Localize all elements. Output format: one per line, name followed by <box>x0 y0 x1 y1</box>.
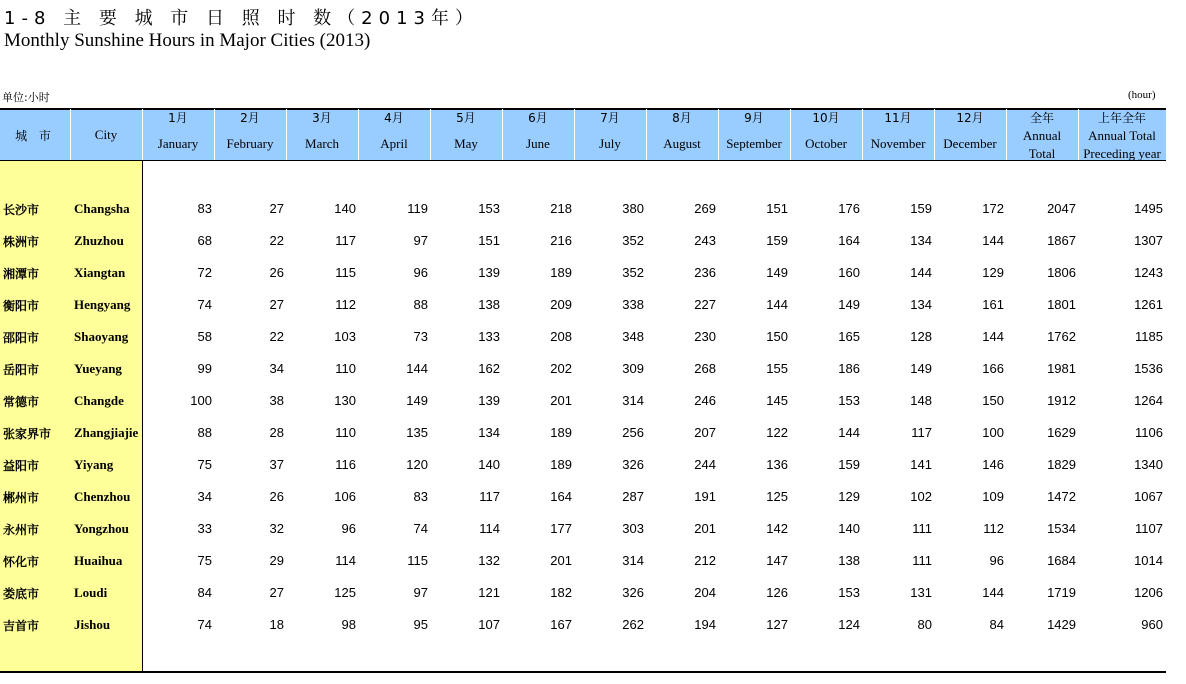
header-month-english: March <box>305 136 339 151</box>
table-row <box>0 617 1166 649</box>
table-cell-value: 110 <box>335 425 356 440</box>
header-month-english: June <box>526 136 550 151</box>
table-cell-value: 1719 <box>1047 585 1076 600</box>
header-month-english: November <box>870 136 926 151</box>
header-month <box>214 109 286 160</box>
header-annual-total <box>1006 109 1078 160</box>
table-cell-value: 1536 <box>1134 361 1163 376</box>
city-name-english: Zhangjiajie <box>74 425 139 440</box>
table-cell-value: 1107 <box>1135 521 1163 536</box>
city-name-chinese: 永州市 <box>3 523 40 537</box>
table-cell-value: 112 <box>983 521 1004 536</box>
header-month-english: February <box>226 136 274 151</box>
header-month-chinese: 10月 <box>812 111 840 125</box>
table-cell-value: 27 <box>269 297 284 312</box>
table-cell-value: 380 <box>622 201 644 216</box>
table-cell-value: 153 <box>478 201 500 216</box>
table-cell-value: 74 <box>197 297 212 312</box>
table-cell-value: 32 <box>269 521 284 536</box>
header-month-chinese: 11月 <box>884 111 912 125</box>
table-row <box>0 233 1166 265</box>
table-cell-value: 159 <box>910 201 932 216</box>
table-cell-value: 1629 <box>1047 425 1076 440</box>
header-month <box>430 109 502 160</box>
table-cell-value: 38 <box>269 393 284 408</box>
table-cell-value: 26 <box>269 265 284 280</box>
table-cell-value: 129 <box>982 265 1004 280</box>
table-cell-value: 243 <box>694 233 716 248</box>
table-cell-value: 189 <box>550 265 572 280</box>
table-cell-value: 88 <box>197 425 212 440</box>
city-name-english: Yiyang <box>74 457 114 472</box>
header-month <box>718 109 790 160</box>
city-name-chinese: 衡阳市 <box>3 299 40 313</box>
city-name-chinese: 张家界市 <box>3 427 52 441</box>
header-month <box>286 109 358 160</box>
table-cell-value: 1684 <box>1047 553 1076 568</box>
table-cell-value: 98 <box>341 617 356 632</box>
table-cell-value: 83 <box>413 489 428 504</box>
table-cell-value: 27 <box>269 201 284 216</box>
header-month-chinese: 7月 <box>600 111 620 125</box>
table-cell-value: 352 <box>622 233 644 248</box>
table-cell-value: 112 <box>335 297 356 312</box>
table-cell-value: 227 <box>694 297 716 312</box>
table-row <box>0 329 1166 361</box>
table-cell-value: 27 <box>269 585 284 600</box>
table-cell-value: 149 <box>406 393 428 408</box>
table-cell-value: 1762 <box>1047 329 1076 344</box>
city-name-chinese: 长沙市 <box>3 203 40 217</box>
table-cell-value: 146 <box>982 457 1004 472</box>
header-month-english: October <box>805 136 847 151</box>
table-cell-value: 34 <box>197 489 212 504</box>
header-preceding-english-line2: Preceding year <box>1083 146 1161 161</box>
table-cell-value: 338 <box>622 297 644 312</box>
table-cell-value: 1534 <box>1047 521 1076 536</box>
table-cell-value: 74 <box>413 521 428 536</box>
header-month-chinese: 9月 <box>744 111 764 125</box>
table-cell-value: 1307 <box>1134 233 1163 248</box>
table-cell-value: 88 <box>413 297 428 312</box>
header-month-english: January <box>157 136 199 151</box>
unit-label-english: (hour) <box>1128 89 1156 101</box>
city-name-chinese: 益阳市 <box>3 459 40 473</box>
table-cell-value: 230 <box>694 329 716 344</box>
table-cell-value: 141 <box>910 457 932 472</box>
table-header-rule <box>0 160 1166 161</box>
table-cell-value: 119 <box>407 201 428 216</box>
table-cell-value: 2047 <box>1047 201 1076 216</box>
header-month <box>934 109 1006 160</box>
header-city-chinese: 城 市 <box>15 129 55 143</box>
table-cell-value: 144 <box>766 297 788 312</box>
table-cell-value: 201 <box>694 521 716 536</box>
header-column-separator <box>70 109 71 160</box>
header-month <box>646 109 718 160</box>
header-month-english: September <box>726 136 782 151</box>
table-cell-value: 106 <box>334 489 356 504</box>
table-cell-value: 326 <box>622 585 644 600</box>
table-cell-value: 1106 <box>1135 425 1163 440</box>
table-cell-value: 22 <box>269 329 284 344</box>
city-name-chinese: 娄底市 <box>3 587 40 601</box>
table-cell-value: 155 <box>766 361 788 376</box>
table-cell-value: 149 <box>838 297 860 312</box>
table-cell-value: 128 <box>910 329 932 344</box>
table-cell-value: 960 <box>1141 617 1163 632</box>
header-month-english: May <box>454 136 478 151</box>
table-cell-value: 148 <box>910 393 932 408</box>
table-cell-value: 182 <box>550 585 572 600</box>
table-cell-value: 164 <box>550 489 572 504</box>
table-cell-value: 115 <box>335 265 356 280</box>
city-name-english: Huaihua <box>74 553 123 568</box>
table-row <box>0 265 1166 297</box>
table-cell-value: 194 <box>694 617 716 632</box>
table-cell-value: 207 <box>694 425 716 440</box>
table-row <box>0 521 1166 553</box>
table-cell-value: 140 <box>838 521 860 536</box>
header-month-chinese: 12月 <box>956 111 984 125</box>
table-cell-value: 103 <box>334 329 356 344</box>
table-cell-value: 97 <box>413 585 428 600</box>
table-cell-value: 22 <box>269 233 284 248</box>
table-cell-value: 139 <box>478 265 500 280</box>
table-cell-value: 96 <box>413 265 428 280</box>
table-cell-value: 204 <box>694 585 716 600</box>
table-cell-value: 117 <box>911 425 932 440</box>
table-cell-value: 18 <box>269 617 284 632</box>
city-name-english: Loudi <box>74 585 108 600</box>
table-cell-value: 201 <box>550 393 572 408</box>
city-name-chinese: 株洲市 <box>3 235 40 249</box>
header-month-chinese: 8月 <box>672 111 692 125</box>
table-cell-value: 246 <box>694 393 716 408</box>
city-name-chinese: 湘潭市 <box>3 267 40 281</box>
header-month <box>502 109 574 160</box>
table-cell-value: 140 <box>334 201 356 216</box>
table-cell-value: 116 <box>335 457 356 472</box>
table-row <box>0 425 1166 457</box>
table-cell-value: 1495 <box>1134 201 1163 216</box>
table-cell-value: 109 <box>982 489 1004 504</box>
page-title-english: Monthly Sunshine Hours in Major Cities (2013) <box>4 30 371 51</box>
table-cell-value: 133 <box>478 329 500 344</box>
table-cell-value: 80 <box>917 617 932 632</box>
table-cell-value: 84 <box>197 585 212 600</box>
table-cell-value: 167 <box>550 617 572 632</box>
table-cell-value: 348 <box>622 329 644 344</box>
table-cell-value: 33 <box>197 521 212 536</box>
table-cell-value: 37 <box>269 457 284 472</box>
table-cell-value: 1801 <box>1047 297 1076 312</box>
table-cell-value: 138 <box>478 297 500 312</box>
header-city-english: City <box>94 127 118 142</box>
table-cell-value: 1829 <box>1047 457 1076 472</box>
table-cell-value: 208 <box>550 329 572 344</box>
table-cell-value: 212 <box>694 553 716 568</box>
table-cell-value: 1806 <box>1047 265 1076 280</box>
table-cell-value: 262 <box>622 617 644 632</box>
table-cell-value: 95 <box>413 617 428 632</box>
table-cell-value: 114 <box>479 521 500 536</box>
table-cell-value: 73 <box>413 329 428 344</box>
table-cell-value: 125 <box>334 585 356 600</box>
table-cell-value: 1185 <box>1135 329 1163 344</box>
table-cell-value: 145 <box>766 393 788 408</box>
header-month <box>358 109 430 160</box>
city-name-english: Shaoyang <box>74 329 129 344</box>
header-month-chinese: 1月 <box>168 111 188 125</box>
table-cell-value: 134 <box>478 425 500 440</box>
header-month-chinese: 2月 <box>240 111 260 125</box>
table-cell-value: 28 <box>269 425 284 440</box>
table-cell-value: 68 <box>197 233 212 248</box>
table-cell-value: 111 <box>912 521 932 536</box>
table-cell-value: 165 <box>838 329 860 344</box>
table-row <box>0 201 1166 233</box>
header-month-english: April <box>380 136 408 151</box>
header-month-chinese: 3月 <box>312 111 332 125</box>
table-cell-value: 136 <box>766 457 788 472</box>
table-cell-value: 209 <box>550 297 572 312</box>
table-cell-value: 269 <box>694 201 716 216</box>
table-cell-value: 153 <box>838 585 860 600</box>
table-cell-value: 326 <box>622 457 644 472</box>
table-cell-value: 202 <box>550 361 572 376</box>
table-cell-value: 139 <box>478 393 500 408</box>
city-name-chinese: 怀化市 <box>3 555 40 569</box>
city-name-chinese: 岳阳市 <box>3 363 40 377</box>
table-cell-value: 142 <box>766 521 788 536</box>
header-month-chinese: 6月 <box>528 111 548 125</box>
table-cell-value: 176 <box>838 201 860 216</box>
table-cell-value: 74 <box>197 617 212 632</box>
table-cell-value: 161 <box>982 297 1004 312</box>
table-cell-value: 186 <box>838 361 860 376</box>
page-title-chinese: 1-8 主 要 城 市 日 照 时 数（2013年） <box>4 8 479 29</box>
table-cell-value: 314 <box>622 393 644 408</box>
table-cell-value: 117 <box>479 489 500 504</box>
table-row <box>0 393 1166 425</box>
header-annual-english-line1: Annual <box>1022 128 1062 143</box>
table-cell-value: 159 <box>838 457 860 472</box>
table-cell-value: 110 <box>335 361 356 376</box>
table-cell-value: 100 <box>190 393 212 408</box>
table-cell-value: 144 <box>406 361 428 376</box>
city-name-english: Yongzhou <box>74 521 129 536</box>
table-cell-value: 129 <box>838 489 860 504</box>
city-name-english: Xiangtan <box>74 265 126 280</box>
table-cell-value: 111 <box>912 553 932 568</box>
table-cell-value: 309 <box>622 361 644 376</box>
table-cell-value: 162 <box>478 361 500 376</box>
table-cell-value: 96 <box>989 553 1004 568</box>
table-cell-value: 216 <box>550 233 572 248</box>
table-cell-value: 244 <box>694 457 716 472</box>
table-cell-value: 96 <box>341 521 356 536</box>
header-month-english: December <box>943 136 997 151</box>
header-preceding-english-line1: Annual Total <box>1088 128 1156 143</box>
header-annual-chinese: 全年 <box>1029 111 1054 125</box>
city-name-chinese: 吉首市 <box>3 619 40 633</box>
table-cell-value: 191 <box>694 489 716 504</box>
table-cell-value: 72 <box>197 265 212 280</box>
table-cell-value: 268 <box>694 361 716 376</box>
table-row <box>0 553 1166 585</box>
table-cell-value: 166 <box>982 361 1004 376</box>
table-cell-value: 107 <box>478 617 500 632</box>
table-cell-value: 314 <box>622 553 644 568</box>
table-cell-value: 150 <box>766 329 788 344</box>
header-month-chinese: 4月 <box>384 111 404 125</box>
table-cell-value: 100 <box>982 425 1004 440</box>
table-row <box>0 297 1166 329</box>
table-cell-value: 189 <box>550 457 572 472</box>
table-cell-value: 147 <box>766 553 788 568</box>
table-cell-value: 126 <box>766 585 788 600</box>
table-cell-value: 144 <box>982 233 1004 248</box>
table-row <box>0 585 1166 617</box>
city-name-chinese: 常德市 <box>3 395 40 409</box>
table-cell-value: 177 <box>550 521 572 536</box>
table-cell-value: 131 <box>910 585 932 600</box>
table-row <box>0 457 1166 489</box>
table-cell-value: 151 <box>478 233 500 248</box>
table-cell-value: 1014 <box>1134 553 1163 568</box>
table-cell-value: 1206 <box>1134 585 1163 600</box>
table-cell-value: 75 <box>197 457 212 472</box>
header-month-chinese: 5月 <box>456 111 476 125</box>
table-cell-value: 122 <box>766 425 788 440</box>
table-cell-value: 124 <box>838 617 860 632</box>
header-month <box>790 109 862 160</box>
table-cell-value: 144 <box>838 425 860 440</box>
table-cell-value: 144 <box>910 265 932 280</box>
table-cell-value: 97 <box>413 233 428 248</box>
table-cell-value: 236 <box>694 265 716 280</box>
table-cell-value: 134 <box>910 233 932 248</box>
header-preceding-chinese: 上年全年 <box>1097 111 1146 125</box>
table-cell-value: 130 <box>334 393 356 408</box>
table-cell-value: 115 <box>407 553 428 568</box>
table-cell-value: 1472 <box>1047 489 1076 504</box>
table-cell-value: 117 <box>335 233 356 248</box>
table-cell-value: 151 <box>766 201 788 216</box>
city-name-english: Yueyang <box>74 361 122 376</box>
table-cell-value: 134 <box>910 297 932 312</box>
table-cell-value: 352 <box>622 265 644 280</box>
table-cell-value: 160 <box>838 265 860 280</box>
table-cell-value: 127 <box>766 617 788 632</box>
table-cell-value: 1243 <box>1134 265 1163 280</box>
city-name-english: Hengyang <box>74 297 131 312</box>
city-name-english: Changsha <box>74 201 130 216</box>
table-cell-value: 303 <box>622 521 644 536</box>
table-cell-value: 34 <box>269 361 284 376</box>
table-cell-value: 256 <box>622 425 644 440</box>
table-cell-value: 125 <box>766 489 788 504</box>
table-row <box>0 361 1166 393</box>
table-cell-value: 189 <box>550 425 572 440</box>
table-cell-value: 1429 <box>1047 617 1076 632</box>
city-name-chinese: 郴州市 <box>3 491 40 505</box>
table-cell-value: 1067 <box>1134 489 1163 504</box>
table-cell-value: 84 <box>989 617 1004 632</box>
table-cell-value: 83 <box>197 201 212 216</box>
city-name-english: Changde <box>74 393 124 408</box>
table-cell-value: 1981 <box>1047 361 1076 376</box>
table-cell-value: 201 <box>550 553 572 568</box>
table-cell-value: 1261 <box>1134 297 1163 312</box>
table-cell-value: 120 <box>406 457 428 472</box>
city-name-chinese: 邵阳市 <box>3 331 40 345</box>
table-cell-value: 75 <box>197 553 212 568</box>
table-cell-value: 26 <box>269 489 284 504</box>
table-cell-value: 144 <box>982 329 1004 344</box>
city-name-english: Zhuzhou <box>74 233 124 248</box>
header-month-english: August <box>663 136 701 151</box>
table-cell-value: 121 <box>478 585 500 600</box>
table-cell-value: 164 <box>838 233 860 248</box>
table-cell-value: 99 <box>197 361 212 376</box>
header-month <box>862 109 934 160</box>
table-cell-value: 1340 <box>1134 457 1163 472</box>
table-cell-value: 144 <box>982 585 1004 600</box>
header-annual-english-line2: Total <box>1028 146 1056 161</box>
table-cell-value: 132 <box>478 553 500 568</box>
header-month <box>142 109 214 160</box>
table-cell-value: 150 <box>982 393 1004 408</box>
table-cell-value: 149 <box>910 361 932 376</box>
header-preceding-year <box>1078 109 1166 160</box>
table-cell-value: 172 <box>982 201 1004 216</box>
table-cell-value: 114 <box>335 553 356 568</box>
table-cell-value: 102 <box>910 489 932 504</box>
table-cell-value: 58 <box>197 329 212 344</box>
table-cell-value: 29 <box>269 553 284 568</box>
table-cell-value: 287 <box>622 489 644 504</box>
table-cell-value: 1264 <box>1134 393 1163 408</box>
table-cell-value: 153 <box>838 393 860 408</box>
table-cell-value: 218 <box>550 201 572 216</box>
unit-label-chinese: 单位:小时 <box>2 91 50 104</box>
table-cell-value: 1912 <box>1047 393 1076 408</box>
city-name-english: Jishou <box>74 617 111 632</box>
table-cell-value: 140 <box>478 457 500 472</box>
table-bottom-rule <box>0 671 1166 673</box>
header-month <box>574 109 646 160</box>
table-cell-value: 159 <box>766 233 788 248</box>
table-cell-value: 138 <box>838 553 860 568</box>
table-cell-value: 135 <box>406 425 428 440</box>
city-name-english: Chenzhou <box>74 489 131 504</box>
table-cell-value: 1867 <box>1047 233 1076 248</box>
table-cell-value: 149 <box>766 265 788 280</box>
table-row <box>0 489 1166 521</box>
header-month-english: July <box>599 136 621 151</box>
